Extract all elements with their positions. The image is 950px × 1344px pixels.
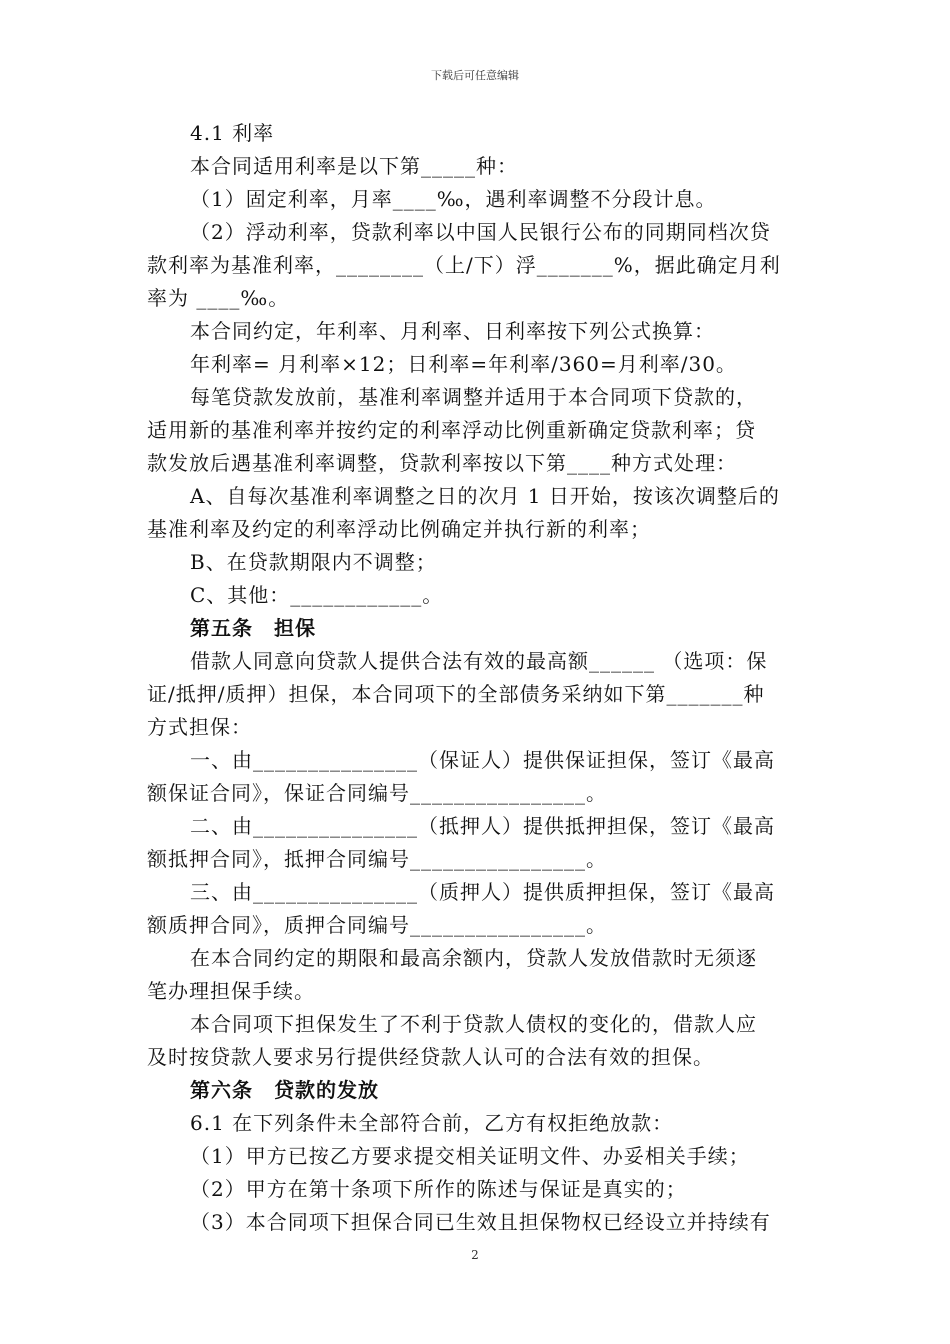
document-body <box>147 117 807 1239</box>
paragraph-line: （1）固定利率，月率____‰，遇利率调整不分段计息。 <box>190 187 717 211</box>
paragraph-line: 额保证合同》，保证合同编号________________。 <box>147 781 607 805</box>
paragraph-line: 款利率为基准利率，________（上/下）浮_______%，据此确定月利 <box>147 253 781 277</box>
paragraph-line: 本合同约定，年利率、月利率、日利率按下列公式换算： <box>190 319 715 343</box>
paragraph-line: A、自每次基准利率调整之日的次月 1 日开始，按该次调整后的 <box>190 484 780 508</box>
paragraph-line: 额质押合同》，质押合同编号________________。 <box>147 913 607 937</box>
paragraph-line: 证/抵押/质押）担保，本合同项下的全部债务采纳如下第_______种 <box>147 682 765 706</box>
article-heading: 第六条 贷款的发放 <box>190 1078 379 1102</box>
paragraph-line: 二、由_______________（抵押人）提供抵押担保，签订《最高 <box>190 814 775 838</box>
paragraph-line: （2）浮动利率，贷款利率以中国人民银行公布的同期同档次贷 <box>190 220 771 244</box>
page-number: 2 <box>471 1248 479 1262</box>
paragraph-line: 三、由_______________（质押人）提供质押担保，签订《最高 <box>190 880 775 904</box>
paragraph-line: B、在贷款期限内不调整； <box>190 550 437 574</box>
paragraph-line: （1）甲方已按乙方要求提交相关证明文件、办妥相关手续； <box>190 1144 750 1168</box>
paragraph-line: 本合同项下担保发生了不利于贷款人债权的变化的，借款人应 <box>190 1012 757 1036</box>
paragraph-line: 率为 ____‰。 <box>147 286 290 310</box>
paragraph-line: 每笔贷款发放前，基准利率调整并适用于本合同项下贷款的， <box>190 385 757 409</box>
paragraph-line: （3）本合同项下担保合同已生效且担保物权已经设立并持续有 <box>190 1210 771 1234</box>
clause-heading: 4.1 利率 <box>190 121 275 145</box>
article-heading: 第五条 担保 <box>190 616 316 640</box>
paragraph-line: 借款人同意向贷款人提供合法有效的最高额______ （选项：保 <box>190 649 768 673</box>
paragraph-line: 额抵押合同》，抵押合同编号________________。 <box>147 847 607 871</box>
header-note: 下载后可任意编辑 <box>431 69 519 82</box>
paragraph-line: 在本合同约定的期限和最高余额内，贷款人发放借款时无须逐 <box>190 946 757 970</box>
paragraph-line: 款发放后遇基准利率调整，贷款利率按以下第____种方式处理： <box>147 451 737 475</box>
paragraph-line: 基准利率及约定的利率浮动比例确定并执行新的利率； <box>147 517 651 541</box>
paragraph-line: C、其他：____________。 <box>190 583 444 607</box>
paragraph-line: （2）甲方在第十条项下所作的陈述与保证是真实的； <box>190 1177 687 1201</box>
paragraph-line: 适用新的基准利率并按约定的利率浮动比例重新确定贷款利率；贷 <box>147 418 756 442</box>
paragraph-line: 6.1 在下列条件未全部符合前，乙方有权拒绝放款： <box>190 1111 674 1135</box>
paragraph-line: 一、由_______________（保证人）提供保证担保，签订《最高 <box>190 748 775 772</box>
paragraph-line: 及时按贷款人要求另行提供经贷款人认可的合法有效的担保。 <box>147 1045 714 1069</box>
paragraph-line: 笔办理担保手续。 <box>147 979 315 1003</box>
paragraph-line: 方式担保： <box>147 715 252 739</box>
paragraph-line: 本合同适用利率是以下第_____种： <box>190 154 518 178</box>
paragraph-line: 年利率= 月利率×12；日利率=年利率/360=月利率/30。 <box>190 352 737 376</box>
